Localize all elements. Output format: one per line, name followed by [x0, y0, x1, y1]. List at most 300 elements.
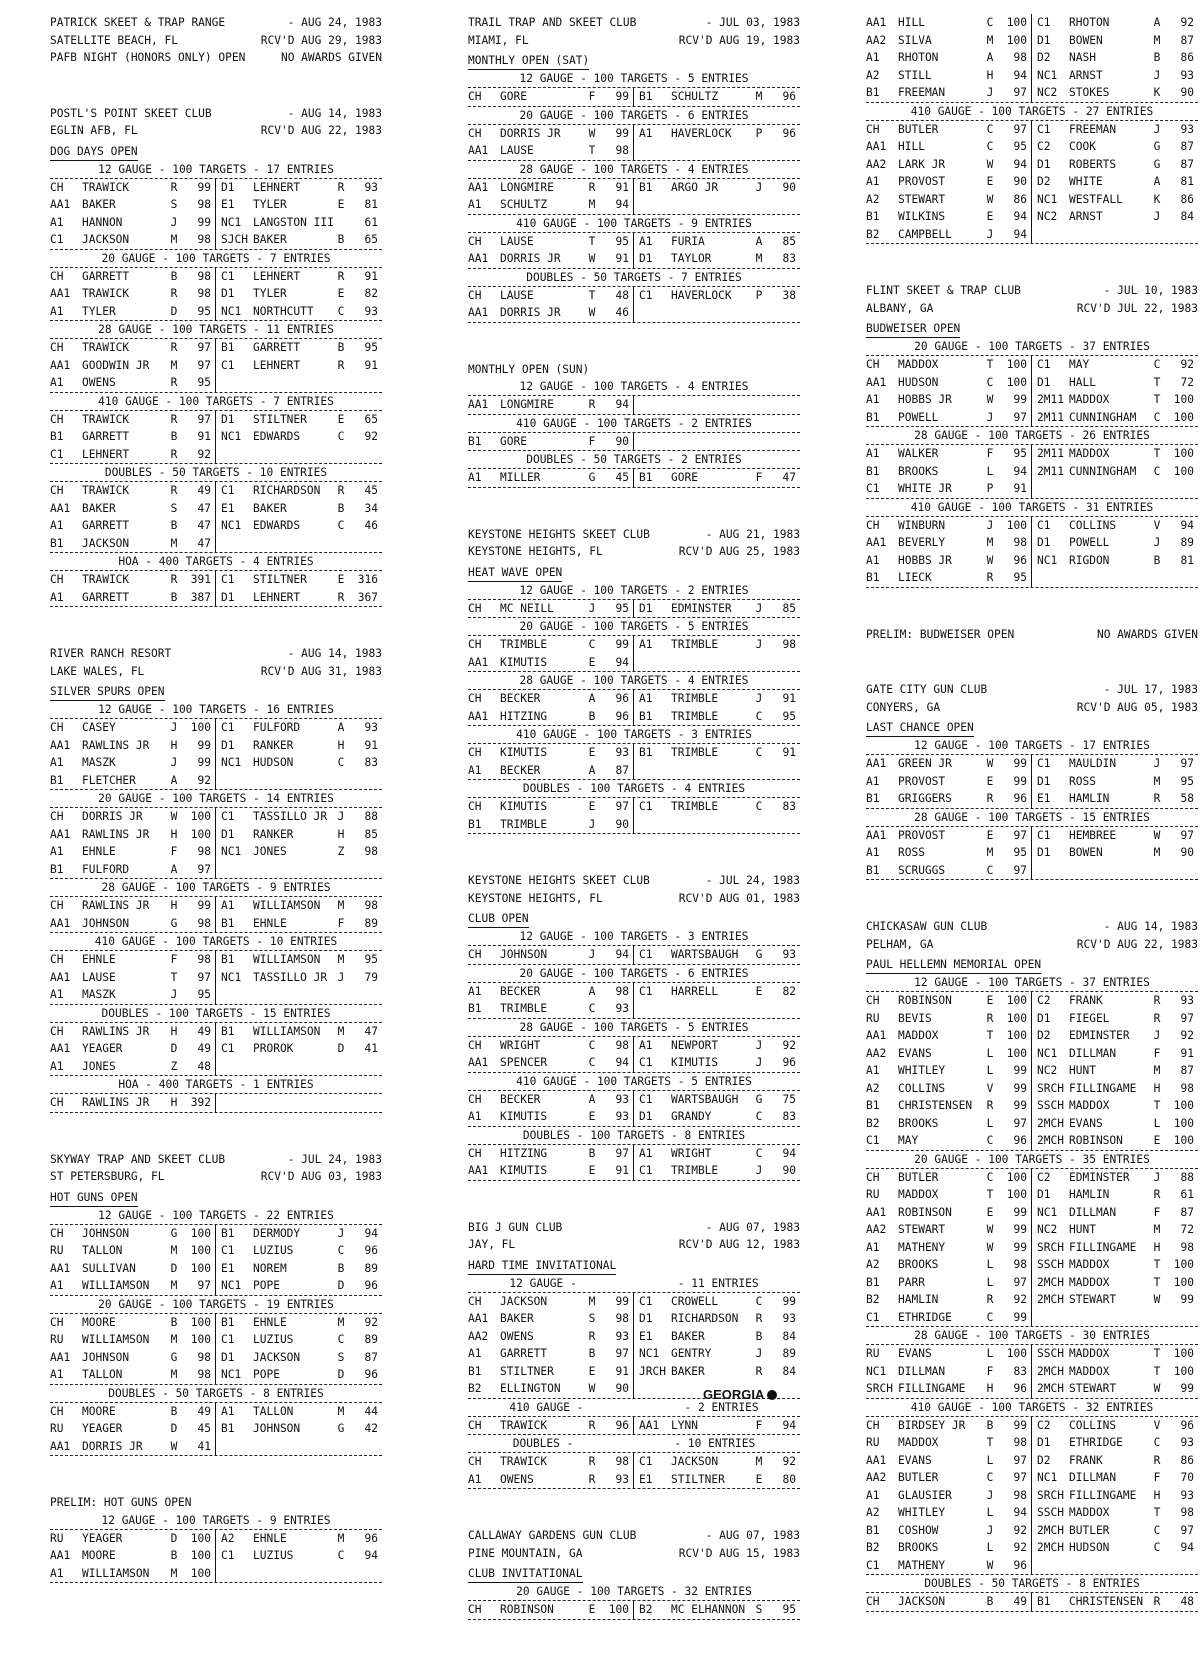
- initial: C: [1153, 464, 1161, 478]
- result-cell-left: [468, 1145, 634, 1163]
- score: 70: [1180, 1471, 1194, 1484]
- shooter-name: HOBBS JR: [898, 553, 952, 567]
- shooter-name: FULFORD: [253, 721, 301, 734]
- shooter-name: DORRIS JR: [500, 306, 561, 319]
- score: 99: [615, 90, 629, 103]
- result-cell-left: [50, 861, 216, 879]
- shooter-name: HUNT: [1069, 1223, 1096, 1236]
- initial: M: [337, 899, 345, 912]
- results-section: [50, 1296, 382, 1385]
- result-cell-right: [634, 1601, 800, 1619]
- score: 75: [782, 1092, 796, 1106]
- initial: S: [170, 198, 178, 211]
- club-block: [866, 14, 1198, 244]
- score: 100: [1006, 16, 1027, 29]
- shooter-name: FILLINGAME: [1069, 1488, 1137, 1502]
- score: 49: [1013, 1595, 1027, 1608]
- shooter-name: PROROK: [253, 1042, 294, 1055]
- result-row: [468, 469, 800, 488]
- shooter-name: ETHRIDGE: [898, 1310, 952, 1324]
- class-code: AA1: [866, 1205, 887, 1219]
- score: 100: [190, 1549, 211, 1562]
- initial: J: [1153, 1170, 1161, 1184]
- result-cell-left: [468, 142, 634, 160]
- score: 92: [1013, 1523, 1027, 1537]
- initial: H: [170, 827, 178, 841]
- score: 100: [1006, 518, 1027, 532]
- class-code: E1: [221, 501, 235, 515]
- result-cell-right: [634, 1453, 800, 1471]
- score: 99: [1180, 1293, 1194, 1306]
- result-cell-right: [1032, 480, 1198, 498]
- shooter-name: TRAWICK: [82, 287, 130, 300]
- result-row: [468, 1363, 800, 1381]
- result-cell-left: [468, 1000, 634, 1018]
- result-cell-right: [1032, 1557, 1198, 1575]
- class-code: A2: [221, 1531, 235, 1545]
- result-row: [50, 535, 382, 554]
- score: 96: [1013, 1382, 1027, 1395]
- result-cell-left: [50, 517, 216, 535]
- initial: T: [1153, 393, 1161, 406]
- result-cell-right: [216, 374, 382, 392]
- results-section: [50, 1207, 382, 1296]
- score: 97: [615, 800, 629, 813]
- initial: M: [1153, 774, 1161, 788]
- result-cell-left: [50, 1403, 216, 1421]
- header-left: CONYERS, GA: [866, 700, 941, 714]
- initial: H: [170, 738, 178, 752]
- shooter-name: STILTNER: [671, 1472, 725, 1486]
- class-code: NC1: [221, 304, 242, 318]
- results-section: [866, 1327, 1198, 1399]
- shooter-name: HARRELL: [671, 984, 719, 998]
- class-code: 2M11: [1037, 393, 1064, 406]
- shooter-name: DORRIS JR: [82, 1439, 143, 1453]
- class-code: CH: [866, 1595, 880, 1608]
- shooter-name: FIEGEL: [1069, 1011, 1110, 1025]
- score: 94: [1013, 1506, 1027, 1519]
- result-cell-right: [634, 798, 800, 816]
- results-section: [468, 672, 800, 726]
- shooter-name: ELLINGTON: [500, 1382, 561, 1395]
- initial: D: [170, 1042, 178, 1055]
- shooter-name: HALL: [1069, 375, 1096, 389]
- section-caption: 410 GAUGE - 100 TARGETS - 27 ENTRIES: [866, 103, 1198, 121]
- initial: M: [337, 1315, 345, 1329]
- header-left: SATELLITE BEACH, FL: [50, 33, 178, 47]
- shooter-name: BECKER: [500, 763, 541, 777]
- initial: W: [986, 157, 994, 171]
- shooter-name: OWENS: [500, 1329, 534, 1343]
- results-section: [866, 14, 1198, 103]
- score: 100: [1173, 1134, 1194, 1147]
- score: 84: [1180, 210, 1194, 223]
- score: 95: [782, 1603, 796, 1616]
- class-code: CH: [468, 288, 482, 302]
- class-code: B1: [866, 210, 880, 223]
- initial: C: [588, 1056, 596, 1069]
- class-code: 2MCH: [1037, 1116, 1064, 1130]
- score: 99: [615, 638, 629, 651]
- result-cell-left: [866, 226, 1032, 244]
- initial: J: [1153, 68, 1161, 82]
- initial: W: [986, 1240, 994, 1254]
- result-row: [50, 500, 382, 518]
- results-section: [866, 499, 1198, 588]
- class-code: CH: [468, 800, 482, 813]
- class-code: B1: [468, 1364, 482, 1378]
- initial: E: [986, 828, 994, 842]
- shooter-name: GOODWIN JR: [82, 358, 150, 372]
- class-code: RU: [50, 1333, 64, 1346]
- score: 100: [1006, 994, 1027, 1007]
- class-code: B2: [866, 1116, 880, 1130]
- initial: M: [1153, 1223, 1161, 1236]
- result-cell-right: [1032, 517, 1198, 535]
- score: 100: [1006, 33, 1027, 47]
- class-code: D1: [1037, 1188, 1051, 1201]
- result-row: [50, 1314, 382, 1332]
- score: 58: [1180, 792, 1194, 805]
- initial: J: [986, 86, 994, 99]
- initial: C: [1153, 1523, 1161, 1537]
- result-row: [50, 1023, 382, 1041]
- section-caption: 12 GAUGE - 100 TARGETS - 5 ENTRIES: [468, 70, 800, 88]
- class-code: CH: [866, 358, 880, 371]
- initial: B: [170, 1549, 178, 1562]
- result-row: [866, 14, 1198, 32]
- result-cell-left: [50, 196, 216, 214]
- score: 90: [1013, 175, 1027, 188]
- header-left: PRELIM: HOT GUNS OPEN: [50, 1495, 192, 1510]
- initial: D: [170, 1531, 178, 1545]
- shooter-name: TRAWICK: [500, 1455, 548, 1468]
- result-cell-left: [866, 552, 1032, 570]
- event-name: HEAT WAVE OPEN: [468, 564, 562, 582]
- score: 92: [1013, 1293, 1027, 1306]
- initial: C: [1153, 358, 1161, 371]
- results-section: [468, 1583, 800, 1620]
- initial: B: [588, 709, 596, 723]
- score: 94: [364, 1549, 378, 1562]
- initial: H: [337, 738, 345, 752]
- initial: C: [337, 1549, 345, 1562]
- result-row: [866, 992, 1198, 1010]
- shooter-name: MADDOX: [1069, 1258, 1110, 1271]
- club-header-line: [50, 1168, 382, 1186]
- shooter-name: PROVOST: [898, 774, 946, 788]
- initial: R: [1153, 1011, 1161, 1025]
- result-row: [866, 374, 1198, 392]
- class-code: A1: [468, 471, 482, 484]
- initial: E: [588, 1110, 596, 1123]
- score: 99: [1013, 1064, 1027, 1077]
- class-code: AA1: [468, 709, 489, 723]
- result-cell-right: [634, 690, 800, 708]
- result-cell-right: [1032, 534, 1198, 552]
- initial: C: [986, 1471, 994, 1484]
- section-caption: 12 GAUGE - 100 TARGETS - 16 ENTRIES: [50, 701, 382, 719]
- result-cell-left: [50, 1349, 216, 1367]
- initial: T: [1153, 1275, 1161, 1289]
- class-code: CH: [468, 692, 482, 705]
- class-code: A2: [866, 68, 880, 82]
- result-cell-left: [468, 1037, 634, 1055]
- initial: H: [170, 899, 178, 912]
- result-cell-left: [50, 500, 216, 518]
- result-cell-right: [216, 772, 382, 790]
- header-right: RCV'D AUG 25, 1983: [678, 544, 800, 559]
- result-cell-right: [1032, 552, 1198, 570]
- shooter-name: BECKER: [500, 984, 541, 998]
- shooter-name: WILLIAMSON: [253, 899, 321, 912]
- initial: J: [755, 1038, 763, 1052]
- shooter-name: FLETCHER: [82, 773, 136, 787]
- club-header-line: [468, 889, 800, 907]
- shooter-name: TRIMBLE: [500, 817, 548, 831]
- shooter-name: GENTRY: [671, 1347, 712, 1360]
- event-name: HARD TIME INVITATIONAL: [468, 1257, 616, 1275]
- initial: V: [986, 1081, 994, 1095]
- class-code: CH: [50, 180, 64, 194]
- section-caption: HOA - 400 TARGETS - 4 ENTRIES: [50, 553, 382, 571]
- class-code: B1: [866, 863, 880, 877]
- score: 41: [364, 1042, 378, 1055]
- shooter-name: TALLON: [82, 1368, 123, 1381]
- score: 87: [1180, 1064, 1194, 1077]
- shooter-name: BUTLER: [1069, 1523, 1110, 1537]
- shooter-name: KIMUTIS: [671, 1056, 719, 1069]
- result-cell-right: [216, 1438, 382, 1456]
- result-row: [866, 1417, 1198, 1435]
- initial: J: [337, 810, 345, 823]
- shooter-name: WHITLEY: [898, 1506, 946, 1519]
- shooter-name: SULLIVAN: [82, 1261, 136, 1275]
- class-code: C1: [50, 233, 64, 246]
- club-block: [866, 918, 1198, 1612]
- result-row: [50, 772, 382, 791]
- result-row: [866, 755, 1198, 773]
- class-code: 2MCH: [1037, 1364, 1064, 1378]
- class-code: D1: [1037, 33, 1051, 47]
- initial: E: [337, 412, 345, 426]
- shooter-name: GARRETT: [82, 590, 130, 604]
- result-cell-left: [50, 411, 216, 429]
- score: 95: [782, 709, 796, 723]
- shooter-name: FURIA: [671, 234, 705, 248]
- result-cell-left: [866, 1274, 1032, 1292]
- header-right: RCV'D JUL 22, 1983: [1076, 301, 1198, 315]
- result-cell-left: [866, 356, 1032, 374]
- result-row: [50, 951, 382, 969]
- initial: E: [588, 655, 596, 669]
- score: 96: [615, 692, 629, 705]
- result-row: [50, 969, 382, 987]
- result-cell-left: [50, 446, 216, 464]
- initial: E: [755, 1472, 763, 1486]
- results-section: [468, 269, 800, 323]
- header-right: RCV'D AUG 22, 1983: [260, 123, 382, 138]
- class-code: RU: [866, 1188, 880, 1201]
- section-caption: 410 GAUGE - 100 TARGETS - 32 ENTRIES: [866, 1399, 1198, 1417]
- score: 93: [1180, 68, 1194, 82]
- initial: F: [986, 1364, 994, 1378]
- shooter-name: WARTSBAUGH: [671, 1092, 739, 1106]
- class-code: A1: [50, 1566, 64, 1580]
- result-row: [50, 1565, 382, 1584]
- class-code: B1: [50, 536, 64, 550]
- result-cell-right: [634, 983, 800, 1001]
- state-heading: [703, 1387, 777, 1402]
- class-code: D1: [1037, 536, 1051, 549]
- header-left: TRAIL TRAP AND SKEET CLUB: [468, 15, 637, 30]
- result-cell-right: [216, 1366, 382, 1384]
- class-code: CH: [866, 122, 880, 136]
- initial: K: [1153, 192, 1161, 206]
- class-code: B1: [221, 953, 235, 966]
- class-code: C1: [639, 800, 653, 813]
- initial: B: [170, 269, 178, 283]
- class-code: A1: [468, 198, 482, 211]
- class-code: CH: [866, 994, 880, 1007]
- score: 99: [1013, 774, 1027, 788]
- shooter-name: BEVERLY: [898, 536, 946, 549]
- score: 98: [615, 1038, 629, 1052]
- result-cell-right: [1032, 773, 1198, 791]
- result-row: [866, 1132, 1198, 1151]
- score: 100: [1006, 1170, 1027, 1184]
- result-cell-left: [468, 1108, 634, 1126]
- score: 94: [364, 1226, 378, 1240]
- class-code: NC2: [1037, 1223, 1058, 1236]
- result-cell-right: [216, 861, 382, 879]
- initial: W: [1153, 828, 1161, 842]
- section-caption: 20 GAUGE - 100 TARGETS - 32 ENTRIES: [468, 1583, 800, 1601]
- shooter-name: LUZIUS: [253, 1549, 294, 1562]
- result-cell-left: [866, 1080, 1032, 1098]
- shooter-name: HAVERLOCK: [671, 288, 732, 302]
- result-cell-right: [634, 708, 800, 726]
- class-code: A1: [639, 1038, 653, 1052]
- score: 90: [1180, 86, 1194, 99]
- result-cell-right: [216, 482, 382, 500]
- initial: E: [588, 1164, 596, 1177]
- header-right: NO AWARDS GIVEN: [280, 50, 382, 65]
- score: 46: [364, 519, 378, 532]
- score: 72: [1180, 1223, 1194, 1236]
- shooter-name: EHNLE: [253, 1315, 287, 1329]
- shooter-name: ARNST: [1069, 68, 1103, 82]
- result-cell-left: [866, 1291, 1032, 1309]
- class-code: CH: [50, 269, 64, 283]
- result-cell-left: [50, 285, 216, 303]
- result-cell-left: [866, 1557, 1032, 1575]
- score: 97: [197, 358, 211, 372]
- result-cell-right: [216, 303, 382, 321]
- shooter-name: SCHULTZ: [671, 90, 719, 103]
- score: 99: [1013, 1310, 1027, 1324]
- class-code: C1: [221, 721, 235, 734]
- class-code: E1: [639, 1472, 653, 1486]
- initial: R: [337, 180, 345, 194]
- shooter-name: DORRIS JR: [500, 126, 561, 140]
- initial: H: [1153, 1488, 1161, 1502]
- result-cell-right: [216, 969, 382, 987]
- initial: B: [337, 501, 345, 515]
- initial: J: [170, 756, 178, 769]
- shooter-name: WESTFALL: [1069, 192, 1123, 206]
- result-row: [866, 862, 1198, 881]
- shooter-name: HILL: [898, 16, 925, 29]
- score: 90: [1180, 846, 1194, 859]
- score: 93: [1180, 1488, 1194, 1502]
- header-right: RCV'D AUG 15, 1983: [678, 1546, 800, 1560]
- shooter-name: CUNNINGHAM: [1069, 410, 1137, 424]
- result-row: [866, 208, 1198, 226]
- class-code: NC1: [221, 970, 242, 984]
- initial: E: [588, 800, 596, 813]
- shooter-name: RAWLINS JR: [82, 1024, 150, 1038]
- initial: L: [986, 1541, 994, 1554]
- class-code: C1: [639, 1056, 653, 1069]
- result-cell-left: [866, 409, 1032, 427]
- class-code: AA1: [50, 358, 71, 372]
- initial: J: [755, 601, 763, 615]
- shooter-name: ROBINSON: [1069, 1134, 1123, 1147]
- score: 99: [615, 126, 629, 140]
- score: 92: [197, 773, 211, 787]
- class-code: 2MCH: [1037, 1134, 1064, 1147]
- class-code: E1: [639, 1329, 653, 1343]
- result-cell-right: [216, 1565, 382, 1583]
- score: 96: [1013, 553, 1027, 567]
- class-code: B2: [866, 227, 880, 241]
- result-cell-right: [216, 826, 382, 844]
- shooter-name: MADDOX: [1069, 1099, 1110, 1112]
- result-cell-left: [468, 1345, 634, 1363]
- initial: J: [986, 1488, 994, 1502]
- result-cell-right: [1032, 1274, 1198, 1292]
- result-row: [50, 754, 382, 772]
- result-cell-right: [634, 233, 800, 251]
- class-code: A1: [866, 1064, 880, 1077]
- results-section: [50, 933, 382, 1005]
- score: 85: [364, 827, 378, 841]
- result-cell-left: [866, 569, 1032, 587]
- score: 93: [782, 948, 796, 961]
- score: 81: [1180, 175, 1194, 188]
- result-row: [866, 138, 1198, 156]
- result-cell-right: [1032, 1434, 1198, 1452]
- result-cell-left: [50, 1260, 216, 1278]
- event-name: CLUB INVITATIONAL: [468, 1565, 583, 1583]
- initial: C: [986, 16, 994, 29]
- result-row: [468, 196, 800, 215]
- result-cell-right: [216, 179, 382, 197]
- result-cell-left: [468, 1091, 634, 1109]
- initial: L: [986, 1347, 994, 1360]
- club-header-line: [468, 543, 800, 561]
- shooter-name: MADDOX: [898, 358, 939, 371]
- section-caption: 20 GAUGE - 100 TARGETS - 6 ENTRIES: [468, 107, 800, 125]
- initial: C: [337, 430, 345, 443]
- class-code: AA1: [50, 970, 71, 984]
- initial: C: [986, 863, 994, 877]
- initial: C: [337, 304, 345, 318]
- score: 100: [1006, 1188, 1027, 1201]
- result-row: [50, 339, 382, 357]
